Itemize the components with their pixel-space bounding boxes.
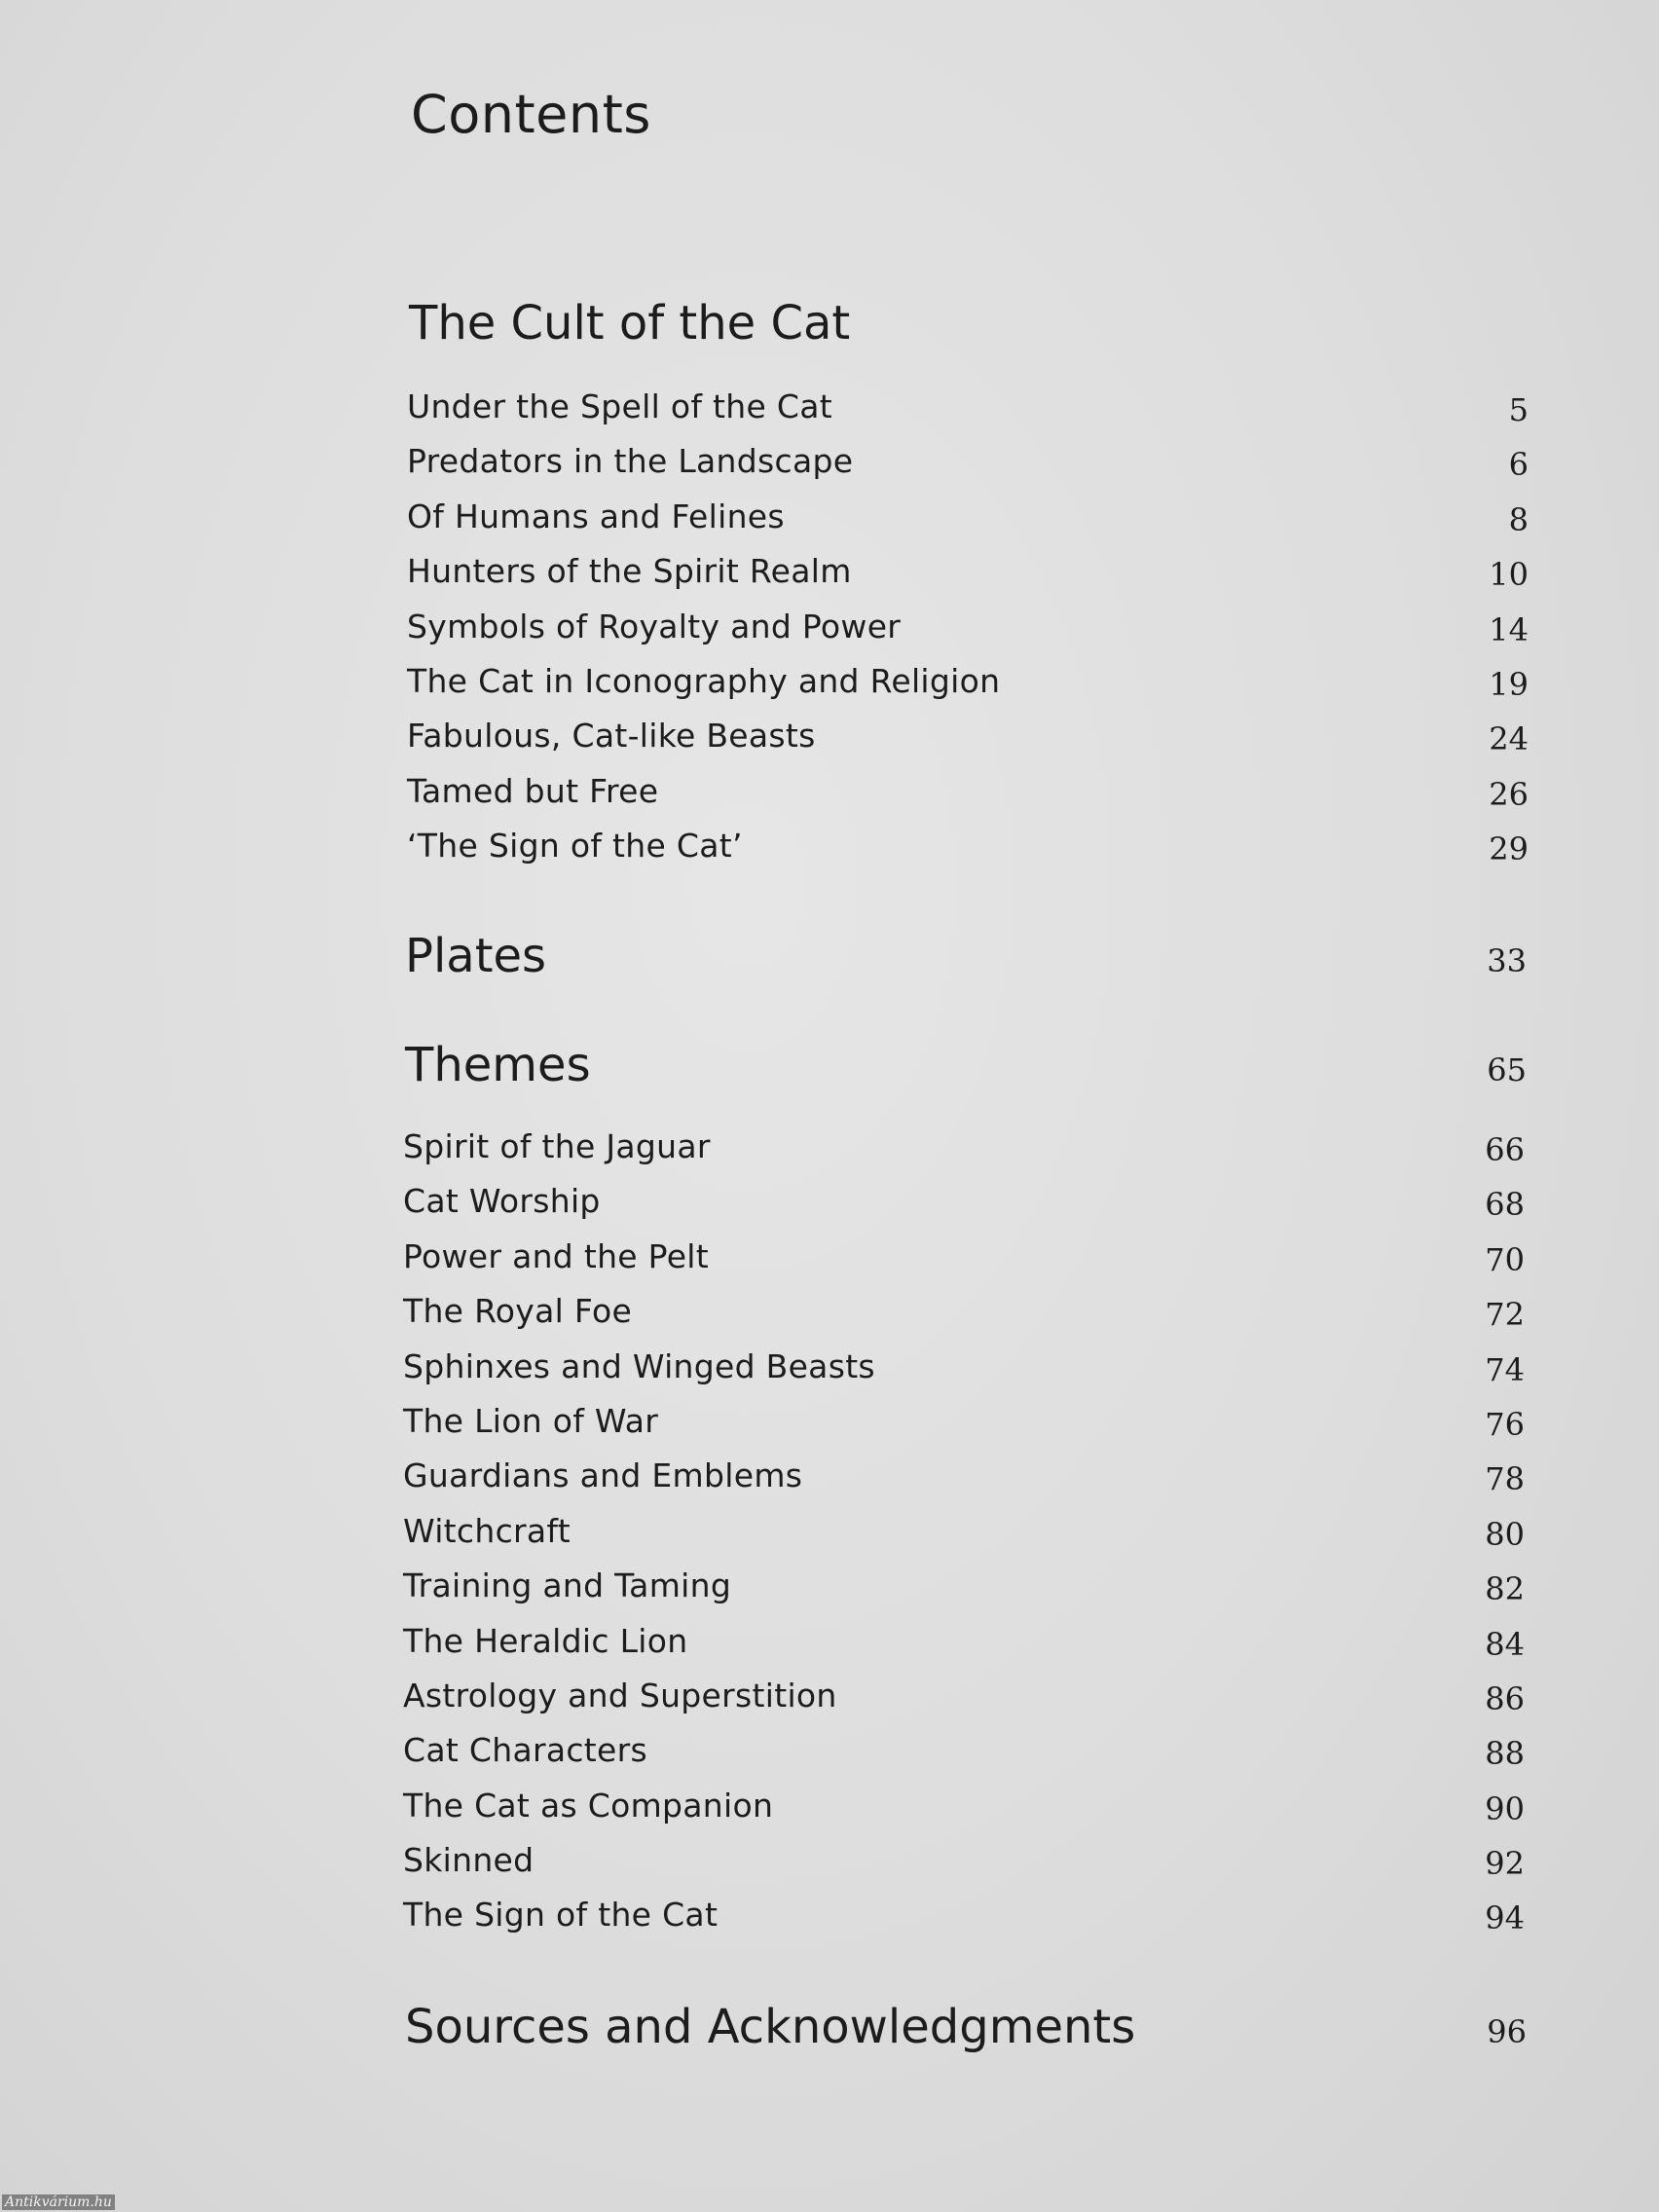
toc-entry[interactable] <box>403 1567 1525 1621</box>
toc-entry-label: Witchcraft <box>403 1511 571 1550</box>
toc-entry-label: Tamed but Free <box>407 771 659 810</box>
toc-entry[interactable] <box>407 827 1529 881</box>
toc-entry[interactable] <box>403 1182 1525 1236</box>
toc-entry-page: 88 <box>1485 1735 1525 1773</box>
toc-entry[interactable] <box>407 662 1529 717</box>
toc-entry-label: Power and the Pelt <box>403 1236 710 1275</box>
toc-entry-page: 76 <box>1485 1405 1525 1443</box>
toc-entry[interactable] <box>407 442 1529 497</box>
toc-entry-page: 90 <box>1485 1789 1525 1827</box>
toc-entry[interactable] <box>407 387 1529 442</box>
toc-entry-page: 8 <box>1508 500 1529 538</box>
toc-entry-label: Under the Spell of the Cat <box>407 387 832 425</box>
toc-entry-page: 94 <box>1485 1899 1525 1937</box>
toc-entry-label: The Lion of War <box>403 1401 659 1440</box>
toc-entry[interactable] <box>403 1512 1525 1567</box>
section-page-plates: 33 <box>1487 942 1527 979</box>
toc-entry[interactable] <box>407 772 1529 827</box>
toc-entry[interactable] <box>407 608 1529 662</box>
section-title-plates: Plates <box>405 929 547 983</box>
toc-entry-label: Of Humans and Felines <box>407 497 785 535</box>
toc-entry-page: 86 <box>1485 1679 1525 1717</box>
toc-entry-page: 6 <box>1508 446 1529 484</box>
toc-entry-page: 5 <box>1508 391 1529 428</box>
toc-heading-plates[interactable] <box>405 929 1527 997</box>
toc-entry-label: The Sign of the Cat <box>403 1896 719 1935</box>
toc-entry[interactable] <box>407 498 1529 552</box>
toc-entry-page: 26 <box>1489 775 1529 813</box>
toc-entry-page: 29 <box>1489 830 1529 868</box>
toc-entry[interactable] <box>407 552 1529 607</box>
toc-entry-page: 92 <box>1485 1845 1525 1883</box>
toc-entry-label: Cat Characters <box>403 1731 648 1770</box>
toc-entry-label: ‘The Sign of the Cat’ <box>407 827 743 866</box>
toc-entry-label: The Cat as Companion <box>403 1786 774 1825</box>
section-page-sources: 96 <box>1487 2013 1527 2050</box>
toc-entry[interactable] <box>403 1456 1525 1511</box>
toc-entry-label: The Cat in Iconography and Religion <box>407 661 1001 700</box>
cult-entry-list <box>407 387 1529 882</box>
toc-entry[interactable] <box>403 1841 1525 1896</box>
toc-entry-page: 24 <box>1489 720 1529 758</box>
page-title: Contents <box>411 84 651 145</box>
toc-entry[interactable] <box>403 1402 1525 1456</box>
toc-entry-page: 10 <box>1489 556 1529 594</box>
toc-entry-page: 84 <box>1485 1625 1525 1663</box>
toc-entry[interactable] <box>403 1677 1525 1731</box>
toc-entry-label: Hunters of the Spirit Realm <box>407 552 852 591</box>
toc-entry-page: 68 <box>1485 1186 1525 1224</box>
toc-entry-label: Training and Taming <box>403 1567 732 1605</box>
toc-entry-page: 19 <box>1489 665 1529 703</box>
toc-entry-page: 70 <box>1485 1240 1525 1278</box>
toc-entry-page: 14 <box>1489 610 1529 648</box>
toc-entry[interactable] <box>403 1787 1525 1841</box>
toc-entry-page: 80 <box>1485 1515 1525 1553</box>
themes-entry-list <box>403 1127 1525 1951</box>
toc-entry-page: 82 <box>1485 1570 1525 1608</box>
toc-heading-themes[interactable] <box>405 1038 1527 1106</box>
toc-entry[interactable] <box>403 1292 1525 1346</box>
toc-entry-label: Cat Worship <box>403 1182 601 1221</box>
section-title-sources: Sources and Acknowledgments <box>405 2000 1136 2054</box>
toc-entry[interactable] <box>403 1731 1525 1786</box>
toc-entry-label: Guardians and Emblems <box>403 1456 803 1495</box>
toc-entry-page: 78 <box>1485 1460 1525 1498</box>
toc-entry-label: Skinned <box>403 1841 535 1880</box>
toc-entry[interactable] <box>407 717 1529 771</box>
toc-entry[interactable] <box>403 1347 1525 1402</box>
toc-entry[interactable] <box>403 1622 1525 1677</box>
toc-entry[interactable] <box>403 1237 1525 1292</box>
section-title-themes: Themes <box>405 1038 591 1092</box>
toc-entry-label: Symbols of Royalty and Power <box>407 607 902 645</box>
watermark: Antikvárium.hu <box>2 2194 115 2210</box>
toc-entry-label: The Heraldic Lion <box>403 1621 688 1660</box>
toc-entry-label: The Royal Foe <box>403 1292 633 1331</box>
toc-entry-label: Fabulous, Cat-like Beasts <box>407 717 816 756</box>
toc-entry[interactable] <box>403 1896 1525 1950</box>
toc-entry-label: Sphinxes and Winged Beasts <box>403 1346 875 1385</box>
toc-entry-page: 74 <box>1485 1350 1525 1388</box>
section-page-themes: 65 <box>1487 1051 1527 1088</box>
section-title-cult: The Cult of the Cat <box>409 296 851 350</box>
toc-entry[interactable] <box>403 1127 1525 1182</box>
toc-entry-label: Astrology and Superstition <box>403 1676 837 1714</box>
toc-entry-label: Spirit of the Jaguar <box>403 1127 711 1165</box>
toc-entry-page: 66 <box>1485 1131 1525 1168</box>
toc-entry-label: Predators in the Landscape <box>407 442 854 481</box>
toc-entry-page: 72 <box>1485 1296 1525 1334</box>
toc-heading-sources[interactable] <box>405 2000 1527 2068</box>
